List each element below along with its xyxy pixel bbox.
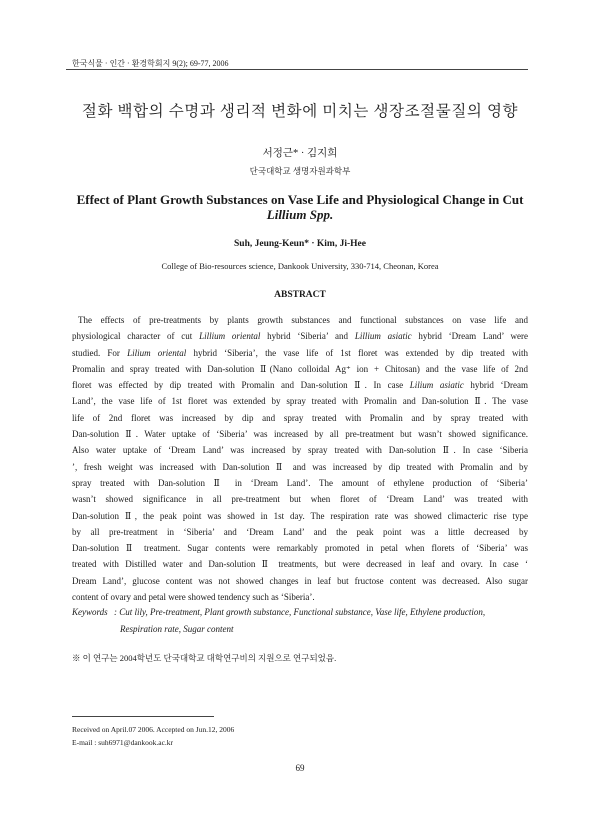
title-english [60,192,540,222]
keywords-line-1: : Cut lily, Pre-treatment, Plant growth substance, Functional substance, Vase life, Ethylene production, [114,607,486,617]
keywords-line-2: Respiration rate, Sugar content [120,624,234,634]
title-english-line-2: Lillium Spp. [266,207,334,222]
abstract-line: Dan-solution Ⅱ. Water uptake of ‘Siberia’ was increased by all pre-treatment but wasn’t showed significance. [72,429,528,440]
affiliation-english: College of Bio-resources science, Dankook University, 330-714, Cheonan, Korea [161,261,439,271]
abstract-line: wasn’t showed significance in all pre-treatment but when floret of ‘Dream Land’ was treated with [72,494,528,505]
affiliation-korean: 단국대학교 생명자원과학부 [249,166,351,176]
abstract-line: treated with Distilled water and Dan-solution Ⅱ treatments, but were decreased in leaf and ovary. In case ‘ [72,559,528,570]
abstract-line: by all pre-treatment in ‘Siberia’ and ‘Dream Land’ and the peak point was a little decreased by [72,526,528,537]
abstract-line: physiological character of cut Lillium oriental hybrid ‘Siberia’ and Lillium asiatic hybrid ‘Dream Land’ were [72,331,529,342]
abstract-line: ’, fresh weight was increased with Dan-solution Ⅱ and was increased by dip treated with Promalin and by [72,461,528,472]
abstract-line: studied. For Lilium oriental hybrid ‘Siberia’, the vase life of 1st floret was extended by dip treated with [72,347,528,358]
footnote-rule [72,716,214,717]
abstract-heading: ABSTRACT [274,290,326,300]
abstract-line: Land’, the vase life of 1st floret was extended by spray treated with Promalin and Dan-solution Ⅱ. The vase [72,396,528,407]
abstract-line: life of 2nd floret was increased by dip and spray treated with Promalin and by spray treated with [72,412,528,423]
abstract-line: Dan-solution Ⅱ treatment. Sugar contents were remarkably promoted in petal when florets of ‘Siberia’ was [72,543,528,554]
authors-korean: 서정근* · 김지희 [262,148,338,159]
abstract-line: Promalin and spray treated with Dan-solution Ⅱ(Nano colloidal Ag⁺ ion + Chitosan) and the vase life of 2nd [72,363,528,374]
running-head: 한국식물 · 인간 · 환경학회지 9(2); 69-77, 2006 [72,59,229,68]
page-number: 69 [295,763,305,773]
keywords-label: Keywords [72,607,108,617]
contact-email: E-mail : suh6971@dankook.ac.kr [72,738,174,747]
abstract-line: The effects of pre-treatments by plants growth substances and functional substances on vase life and [78,315,528,325]
abstract-line: spray treated with Dan-solution Ⅱ in ‘Dream Land’. The amount of ethylene production of ‘Siberia’ [72,477,528,488]
abstract-body [72,312,528,605]
keywords [72,604,532,638]
title-korean: 절화 백합의 수명과 생리적 변화에 미치는 생장조절물질의 영향 [81,103,519,120]
header-rule [66,69,528,70]
received-dates: Received on April.07 2006. Accepted on Jun.12, 2006 [72,725,235,734]
abstract-line: Dan-solution Ⅱ, the peak point was showed in 1st day. The respiration rate was showed climacteric rise type [72,510,528,521]
abstract-line: content of ovary and petal were showed tendency such as ‘Siberia’. [72,592,315,603]
authors-english: Suh, Jeung-Keun* · Kim, Ji-Hee [234,239,366,249]
title-english-line-1: Effect of Plant Growth Substances on Vase Life and Physiological Change in Cut [76,192,524,207]
abstract-line: Also water uptake of ‘Dream Land’ was increased by spray treated with Dan-solution Ⅱ. In case ‘Siberia [72,445,528,456]
abstract-line: Dream Land’, glucose content was not showed changes in leaf but fructose content was decreased. Also sugar [72,575,528,586]
abstract-line: floret was effected by dip treated with Promalin and Dan-solution Ⅱ. In case Lilium asiatic hybrid ‘Dream [72,380,529,391]
funding-note: ※ 이 연구는 2004학년도 단국대학교 대학연구비의 지원으로 연구되었음. [72,653,337,663]
